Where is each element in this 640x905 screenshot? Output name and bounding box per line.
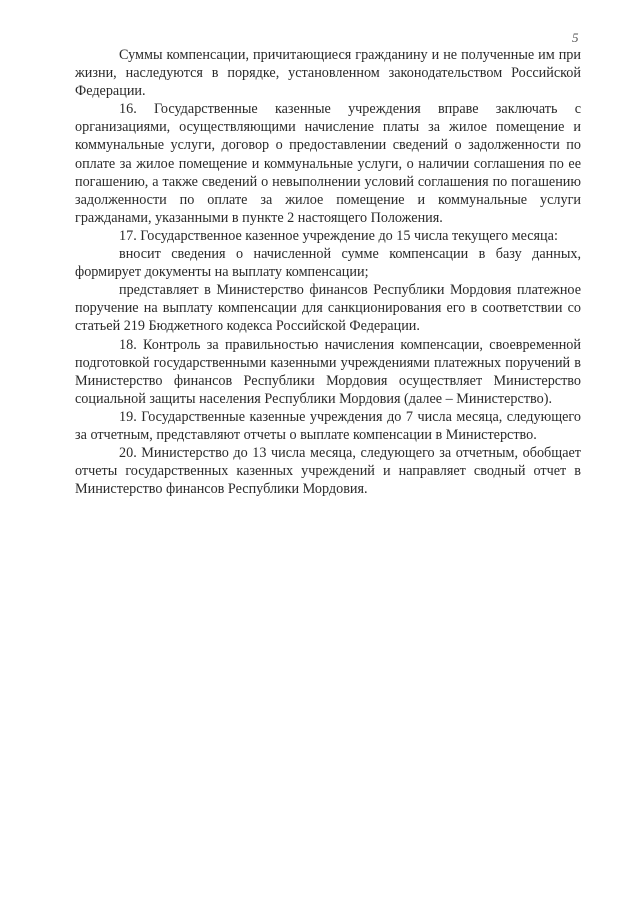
- document-body: [75, 46, 581, 498]
- paragraph-16: 16. Государственные казенные учреждения вправе заключать с организациями, осуществляющими начисление платы за жилое помещение и коммунальные услуги, договор о предоставлении сведений о задолженности по оплате за жилое помещение и коммунальные услуги, о наличии соглашения по ее погашению, а также сведений о невыполнении условий соглашения по погашению задолженности по оплате за жилое помещение и коммунальные услуги гражданами, указанными в пункте 2 настоящего Положения.: [75, 101, 581, 226]
- page-number: 5: [572, 30, 579, 45]
- paragraph-inheritance: Суммы компенсации, причитающиеся гражданину и не полученные им при жизни, наследуются в порядке, установленном законодательством Российской Федерации.: [75, 47, 581, 100]
- paragraph-17-item-2: представляет в Министерство финансов Республики Мордовия платежное поручение на выплату компенсации для санкционирования его в соответствии со статьей 219 Бюджетного кодекса Российской Федерации.: [75, 282, 581, 335]
- paragraph-19: 19. Государственные казенные учреждения до 7 числа месяца, следующего за отчетным, представляют отчеты о выплате компенсации в Министерство.: [75, 408, 581, 443]
- paragraph-20: 20. Министерство до 13 числа месяца, следующего за отчетным, обобщает отчеты государственных казенных учреждений и направляет сводный отчет в Министерство финансов Республики Мордовия.: [75, 445, 581, 498]
- paragraph-17-item-1: вносит сведения о начисленной сумме компенсации в базу данных, формирует документы на выплату компенсации;: [75, 246, 581, 281]
- paragraph-18: 18. Контроль за правильностью начисления компенсации, своевременной подготовкой государственными казенными учреждениями платежных поручений в Министерство финансов Республики Мордовия осуществляет Министерство социальной защиты населения Республики Мордовия (далее – Министерство).: [75, 336, 581, 407]
- paragraph-17: 17. Государственное казенное учреждение до 15 числа текущего месяца:: [119, 227, 558, 244]
